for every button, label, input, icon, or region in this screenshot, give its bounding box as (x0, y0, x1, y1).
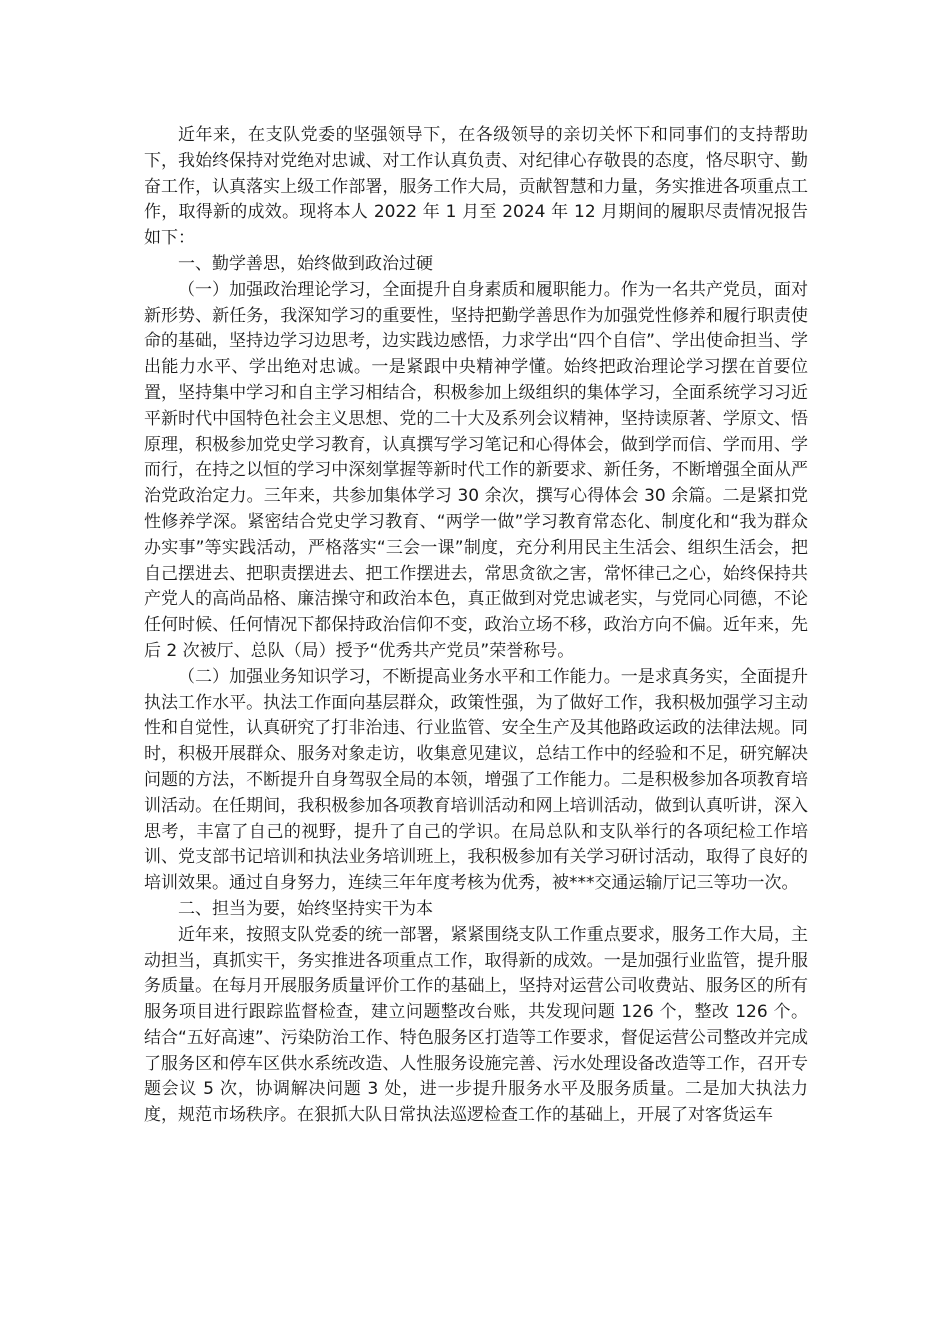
body-paragraph: （一）加强政治理论学习，全面提升自身素质和履职能力。作为一名共产党员，面对新形势、新任务，我深知学习的重要性，坚持把勤学善思作为加强党性修养和履行职责使命的基础，坚持边学习边思考，边实践边感悟，力求学出“四个自信”、学出使命担当、学出能力水平、学出绝对忠诚。一是紧跟中央精神学懂。始终把政治理论学习摆在首要位置，坚持集中学习和自主学习相结合，积极参加上级组织的集体学习，全面系统学习习近平新时代中国特色社会主义思想、党的二十大及系列会议精神，坚持读原著、学原文、悟原理，积极参加党史学习教育，认真撰写学习笔记和心得体会，做到学而信、学而用、学而行，在持之以恒的学习中深刻掌握等新时代工作的新要求、新任务，不断增强全面从严治党政治定力。三年来，共参加集体学习 30 余次，撰写心得体会 30 余篇。二是紧扣党性修养学深。紧密结合党史学习教育、“两学一做”学习教育常态化、制度化和“我为群众办实事”等实践活动，严格落实“三会一课”制度，充分利用民主生活会、组织生活会，把自己摆进去、把职责摆进去、把工作摆进去，常思贪欲之害，常怀律己之心，始终保持共产党人的高尚品格、廉洁操守和政治本色，真正做到对党忠诚老实，与党同心同德，不论任何时候、任何情况下都保持政治信仰不变，政治立场不移，政治方向不偏。近年来，先后 2 次被厅、总队（局）授予“优秀共产党员”荣誉称号。 (144, 279, 808, 661)
section-heading-1: 一、勤学善思，始终做到政治过硬 (178, 253, 433, 274)
intro-paragraph: 近年来，在支队党委的坚强领导下，在各级领导的亲切关怀下和同事们的支持帮助下，我始终保持对党绝对忠诚、对工作认真负责、对纪律心存敬畏的态度，恪尽职守、勤奋工作，认真落实上级工作部署，服务工作大局，贡献智慧和力量，务实推进各项重点工作，取得新的成效。现将本人 2022 年 1 月至 2024 年 12 月期间的履职尽责情况报告如下： (144, 125, 808, 249)
body-paragraph: 近年来，按照支队党委的统一部署，紧紧围绕支队工作重点要求，服务工作大局，主动担当，真抓实干，务实推进各项重点工作，取得新的成效。一是加强行业监管，提升服务质量。在每月开展服务质量评价工作的基础上，坚持对运营公司收费站、服务区的所有服务项目进行跟踪监督检查，建立问题整改台账，共发现问题 126 个，整改 126 个。结合“五好高速”、污染防治工作、特色服务区打造等工作要求，督促运营公司整改并完成了服务区和停车区供水系统改造、人性服务设施完善、污水处理设备改造等工作，召开专题会议 5 次，协调解决问题 3 处，进一步提升服务水平及服务质量。二是加大执法力度，规范市场秩序。在狠抓大队日常执法巡逻检查工作的基础上，开展了对客货运车 (144, 924, 808, 1126)
section-heading-2: 二、担当为要，始终坚持实干为本 (178, 898, 433, 919)
document-body (144, 123, 808, 1129)
body-paragraph: （二）加强业务知识学习，不断提高业务水平和工作能力。一是求真务实，全面提升执法工作水平。执法工作面向基层群众，政策性强，为了做好工作，我积极加强学习主动性和自觉性，认真研究了打非治违、行业监管、安全生产及其他路政运政的法律法规。同时，积极开展群众、服务对象走访，收集意见建议，总结工作中的经验和不足，研究解决问题的方法，不断提升自身驾驭全局的本领，增强了工作能力。二是积极参加各项教育培训活动。在任期间，我积极参加各项教育培训活动和网上培训活动，做到认真听讲，深入思考，丰富了自己的视野，提升了自己的学识。在局总队和支队举行的各项纪检工作培训、党支部书记培训和执法业务培训班上，我积极参加有关学习研讨活动，取得了良好的培训效果。通过自身努力，连续三年年度考核为优秀，被***交通运输厅记三等功一次。 (144, 666, 808, 894)
